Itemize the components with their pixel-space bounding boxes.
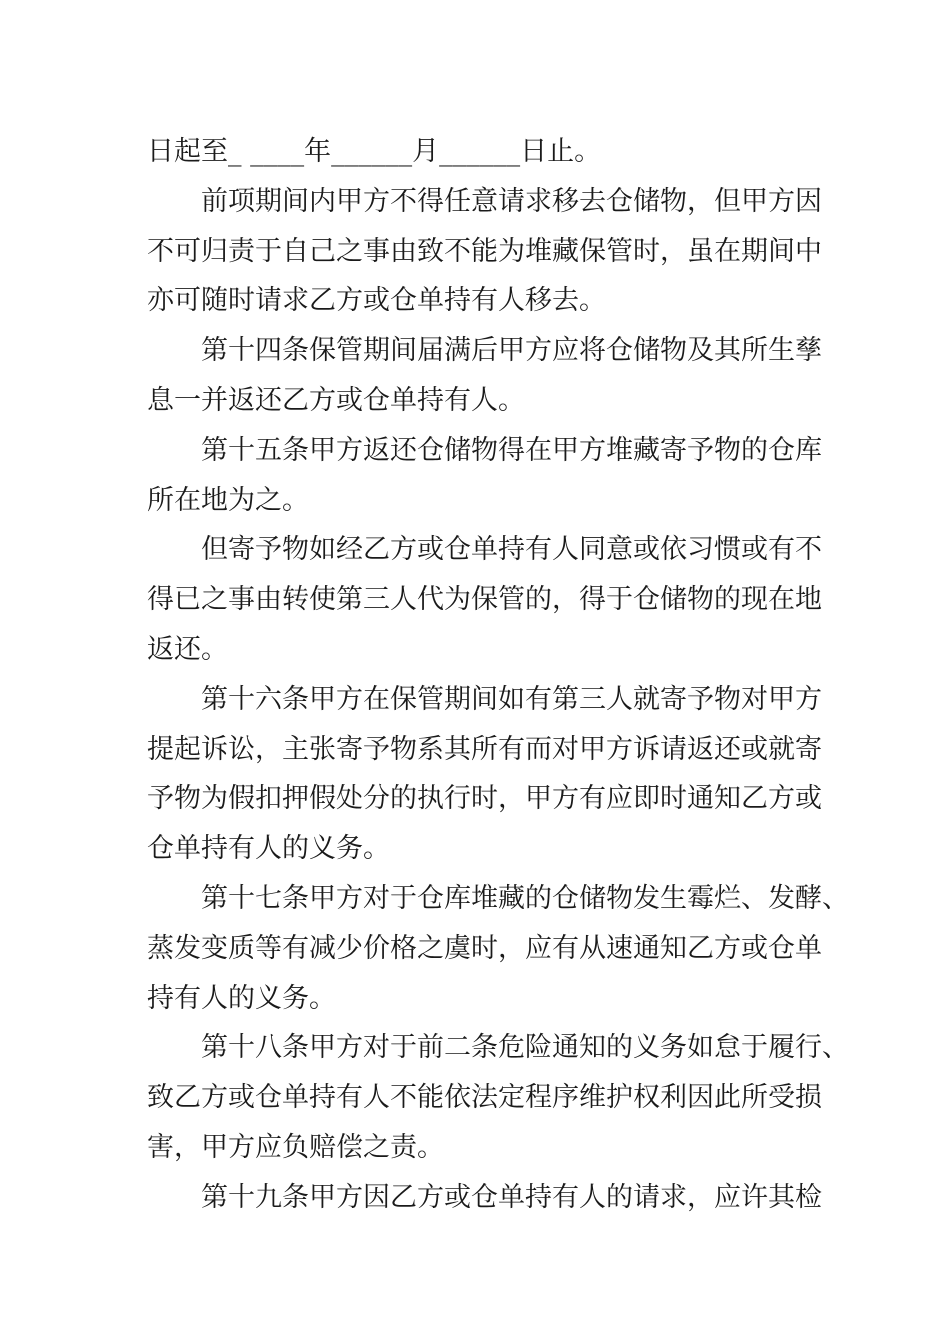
text-line: 日起至_ ____年______月______日止。 <box>147 136 602 167</box>
text-line: 致 乙 方 或 仓 单 持 有 人 不 能 依 法 定 程 序 维 护 权 利 因 此 所 受 损 <box>147 1082 822 1114</box>
text-line: 第 十 七 条 甲 方 对 于 仓 库 堆 藏 的 仓 储 物 发 生 霉 烂 、 发 酵 、 <box>201 882 849 914</box>
text-line: 第 十 六 条 甲 方 在 保 管 期 间 如 有 第 三 人 就 寄 予 物 对 甲 方 <box>201 683 822 715</box>
text-line: 所在地为之。 <box>147 484 309 516</box>
text-line: 得 已 之 事 由 转 使 第 三 人 代 为 保 管 的 ， 得 于 仓 储 物 的 现 在 地 <box>147 584 822 616</box>
text-line: 害，甲方应负赔偿之责。 <box>147 1131 444 1163</box>
text-line: 亦可随时请求乙方或仓单持有人移去。 <box>147 285 606 317</box>
text-line: 前 项 期 间 内 甲 方 不 得 任 意 请 求 移 去 仓 储 物 ， 但 甲 方 因 <box>201 185 822 217</box>
text-line: 第 十 四 条 保 管 期 间 届 满 后 甲 方 应 将 仓 储 物 及 其 所 生 孳 <box>201 335 822 367</box>
contract-text-body <box>147 127 849 1223</box>
text-line: 第 十 九 条 甲 方 因 乙 方 或 仓 单 持 有 人 的 请 求 ， 应 许 其 检 <box>201 1181 822 1213</box>
text-line: 仓单持有人的义务。 <box>147 833 390 865</box>
text-line: 但 寄 予 物 如 经 乙 方 或 仓 单 持 有 人 同 意 或 依 习 惯 或 有 不 <box>201 534 822 566</box>
text-line: 持有人的义务。 <box>147 982 336 1014</box>
text-line: 予 物 为 假 扣 押 假 处 分 的 执 行 时 ， 甲 方 有 应 即 时 通 知 乙 方 或 <box>147 783 822 815</box>
text-line: 提 起 诉 讼 ， 主 张 寄 予 物 系 其 所 有 而 对 甲 方 诉 请 返 还 或 就 寄 <box>147 733 822 765</box>
text-line: 第 十 五 条 甲 方 返 还 仓 储 物 得 在 甲 方 堆 藏 寄 予 物 的 仓 库 <box>201 434 822 466</box>
text-line: 息一并返还乙方或仓单持有人。 <box>147 384 525 416</box>
text-line: 第 十 八 条 甲 方 对 于 前 二 条 危 险 通 知 的 义 务 如 怠 于 履 行 、 <box>201 1032 849 1064</box>
text-line: 不 可 归 责 于 自 己 之 事 由 致 不 能 为 堆 藏 保 管 时 ， 虽 在 期 间 中 <box>147 235 822 267</box>
text-line: 蒸 发 变 质 等 有 减 少 价 格 之 虞 时 ， 应 有 从 速 通 知 乙 方 或 仓 单 <box>147 932 822 964</box>
text-line: 返还。 <box>147 633 228 665</box>
